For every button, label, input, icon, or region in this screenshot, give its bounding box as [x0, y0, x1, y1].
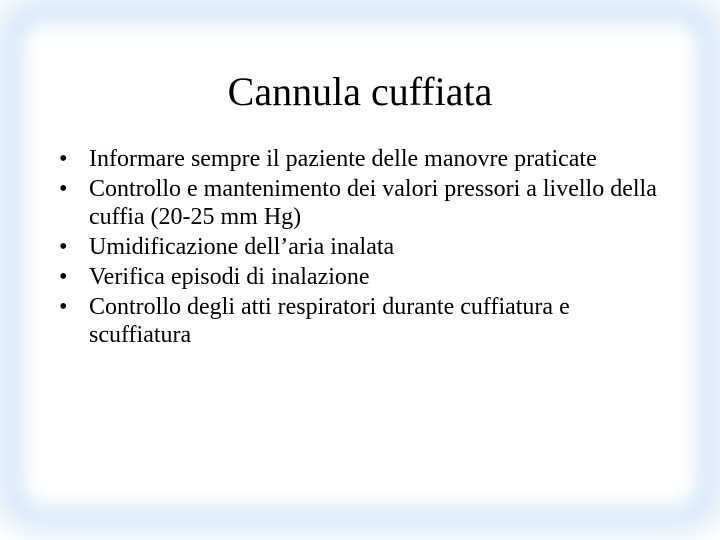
- bullet-item: [56, 145, 676, 173]
- bullet-item: [56, 293, 676, 349]
- bullet-text: Verifica episodi di inalazione: [89, 264, 370, 290]
- bullet-text: Controllo degli atti respiratori durante cuffiatura e scuffiatura: [89, 294, 570, 348]
- bullet-list: [56, 145, 676, 351]
- bullet-text: Controllo e mantenimento dei valori pressori a livello della cuffia (20-25 mm Hg): [89, 176, 657, 230]
- bullet-icon: •: [59, 294, 68, 320]
- bullet-icon: •: [59, 234, 68, 260]
- slide-title: Cannula cuffiata: [227, 69, 493, 114]
- bullet-icon: •: [59, 264, 68, 290]
- bullet-icon: •: [59, 176, 68, 202]
- bullet-item: [56, 233, 676, 261]
- bullet-item: [56, 175, 676, 231]
- bullet-text: Informare sempre il paziente delle manovre praticate: [89, 146, 597, 172]
- bullet-item: [56, 263, 676, 291]
- bullet-icon: •: [59, 146, 68, 172]
- bullet-text: Umidificazione dell’aria inalata: [89, 234, 395, 260]
